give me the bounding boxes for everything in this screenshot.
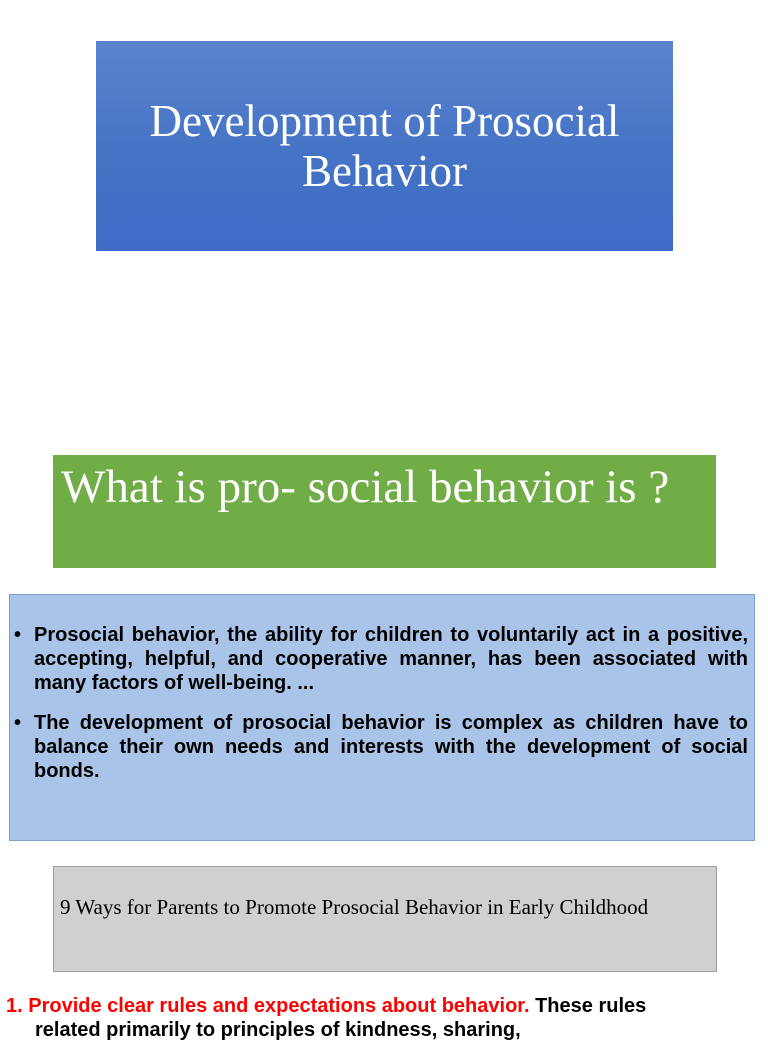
rule-1-text: These rules xyxy=(535,995,647,1017)
bullet-text: Prosocial behavior, the ability for children to voluntarily act in a positive, accepting, helpful, and cooperative manner, has been associated with many factors of well-being. ... xyxy=(34,624,748,694)
question-heading: What is pro- social behavior is ? xyxy=(61,461,670,513)
question-heading-box xyxy=(53,455,716,568)
ways-title: 9 Ways for Parents to Promote Prosocial Behavior in Early Childhood xyxy=(60,895,649,919)
bullet-item xyxy=(14,711,748,783)
rule-1-continuation: related primarily to principles of kindness, sharing, xyxy=(35,1019,521,1041)
title-box xyxy=(96,41,673,251)
bullet-text: The development of prosocial behavior is complex as children have to balance their own needs and interests with the development of social bonds. xyxy=(34,712,748,782)
definition-box xyxy=(9,594,755,841)
page-title: Development of Prosocial Behavior xyxy=(149,96,620,196)
bullet-dot-icon: • xyxy=(14,624,22,646)
rule-1-heading: 1. Provide clear rules and expectations about behavior. xyxy=(6,995,530,1017)
bullet-dot-icon: • xyxy=(14,712,22,734)
bullet-item xyxy=(14,623,748,695)
ways-title-box xyxy=(53,866,717,972)
rule-1 xyxy=(6,994,768,1018)
